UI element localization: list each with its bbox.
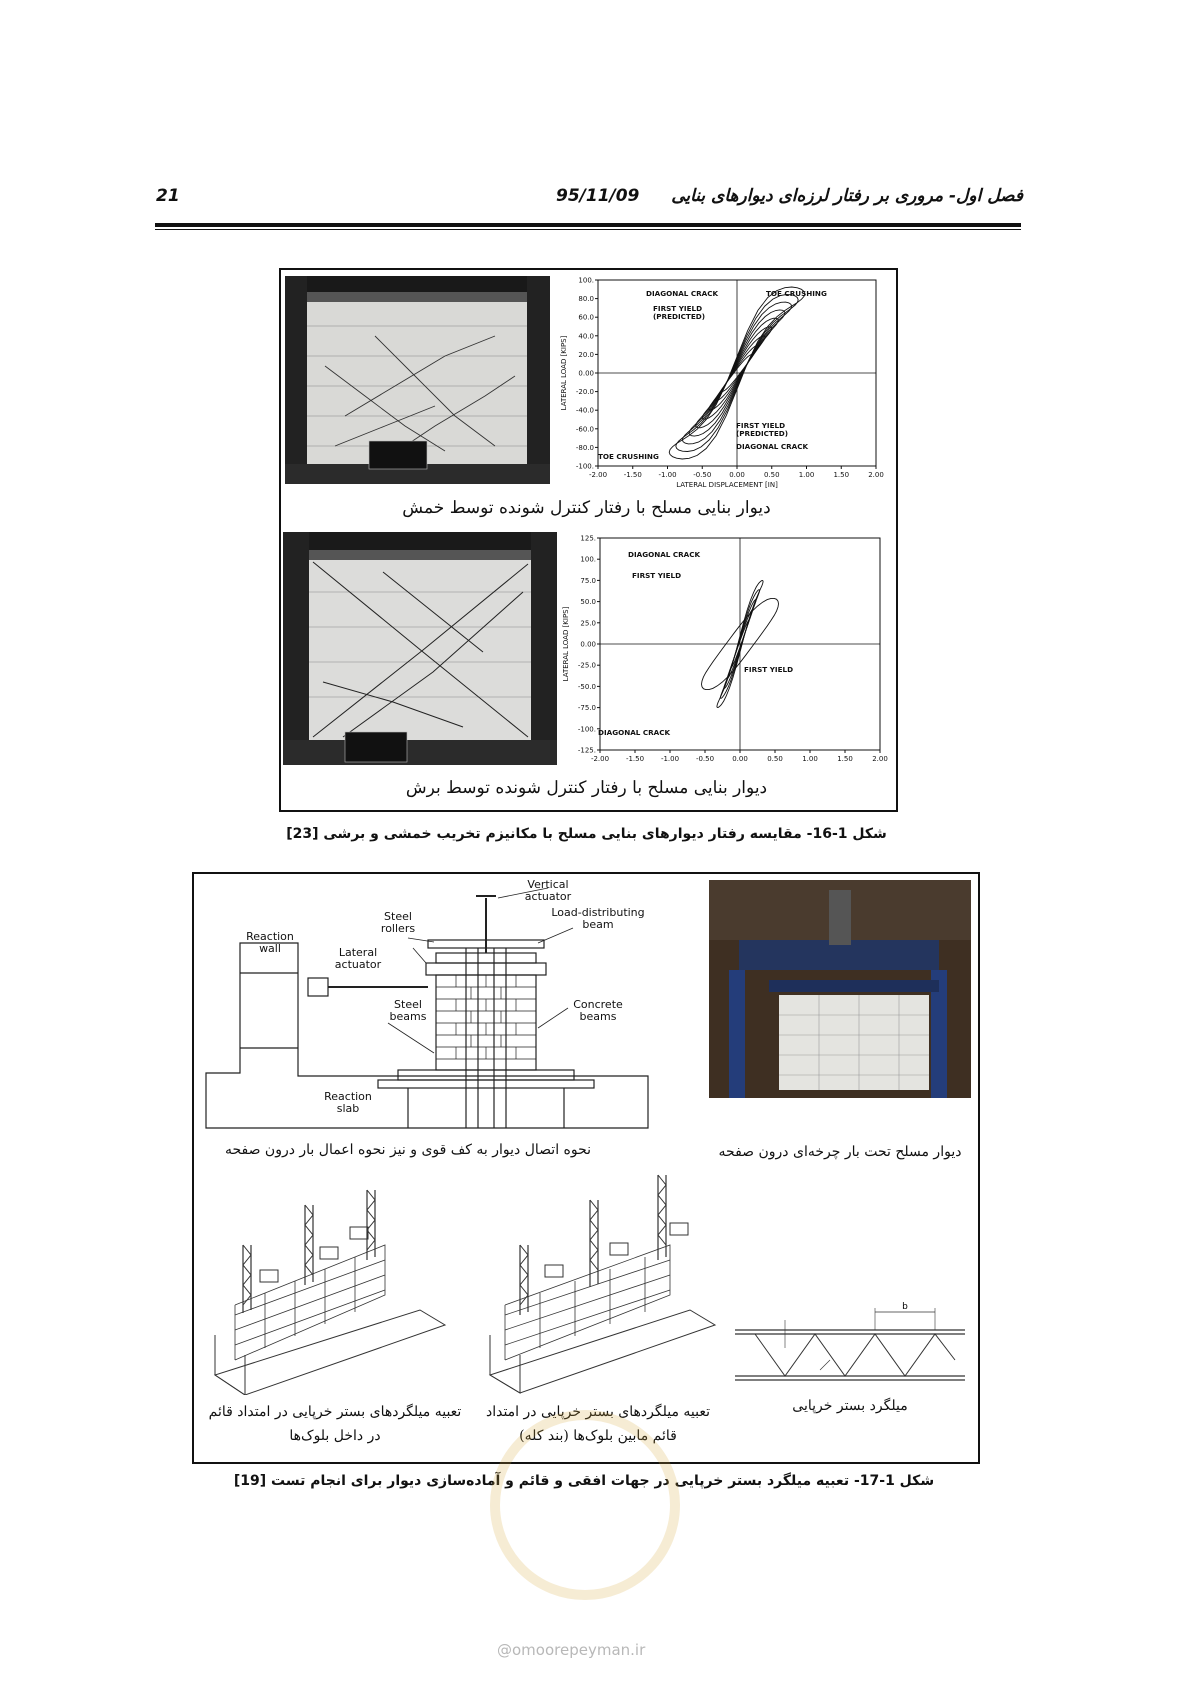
- wall-vertical-truss-between-blocks: [470, 1165, 720, 1395]
- svg-text:wall: [259, 942, 281, 955]
- label-reaction-wall-1: Reaction: [246, 930, 294, 943]
- y-tick-label: 80.0: [578, 295, 594, 304]
- label-load-beam-2: beam: [582, 918, 614, 931]
- y-tick-label: -80.0: [575, 443, 594, 452]
- lab-test-photo: [709, 880, 971, 1098]
- y-tick-label: 40.0: [578, 332, 594, 341]
- y-tick-label: -40.0: [575, 406, 594, 415]
- watermark-seal: [490, 1410, 680, 1600]
- svg-text:beams: [390, 1010, 427, 1023]
- x-tick-label: 1.50: [833, 471, 850, 479]
- x-tick-label: 0.50: [767, 755, 783, 763]
- label-steel-rollers-2: rollers: [380, 922, 416, 935]
- y-tick-label: -20.0: [575, 388, 594, 397]
- x-tick-label: 1.00: [802, 755, 818, 763]
- figure-17-caption: شکل 1-17- تعبیه میلگرد بستر خرپایی در جهات افقی و قائم و آماده‌سازی دیوار برای انجام تست [19]: [233, 1473, 935, 1489]
- annotation-label: (PREDICTED): [653, 312, 705, 321]
- x-tick-label: -1.00: [658, 471, 677, 479]
- x-tick-label: 2.00: [868, 471, 884, 479]
- x-tick-label: -2.00: [588, 471, 608, 479]
- y-tick-label: 25.0: [580, 619, 596, 628]
- annotation-label: TOE CRUSHING: [598, 452, 659, 461]
- y-tick-label: -50.0: [577, 682, 596, 691]
- label-steel-beams-1: Steel: [394, 998, 422, 1011]
- svg-text:rollers: [381, 922, 415, 935]
- y-tick-label: 125.: [580, 534, 596, 543]
- header-rule-thin: [155, 229, 1021, 230]
- svg-text:beams: [580, 1010, 617, 1023]
- label-vertical-actuator-1: Vertical: [527, 878, 569, 891]
- label-reaction-wall-2: wall: [259, 942, 281, 955]
- x-axis-label: LATERAL DISPLACEMENT [IN]: [676, 481, 778, 489]
- label-reaction-slab-1: Reaction: [324, 1090, 372, 1103]
- y-tick-label: -125.: [577, 746, 596, 755]
- x-tick-label: 1.00: [798, 471, 815, 479]
- label-steel-beams-2: beams: [389, 1010, 427, 1023]
- setup-caption: نحوه اتصال دیوار به کف قوی و نیز نحوه اعمال بار درون صفحه: [224, 1142, 592, 1158]
- y-axis-label: LATERAL LOAD [KIPS]: [562, 606, 570, 682]
- annotation-label: TOE CRUSHING: [766, 289, 827, 298]
- x-tick-label: -0.50: [693, 471, 712, 479]
- wall1-caption-line1: تعبیه میلگردهای بستر خرپایی در امتداد قائم: [208, 1404, 462, 1420]
- svg-text:actuator: [525, 890, 572, 903]
- annotation-label: FIRST YIELD: [736, 421, 786, 430]
- x-tick-label: -2.00: [590, 755, 610, 763]
- truss-label-b: b: [902, 1302, 908, 1312]
- label-concrete-beams-2: beams: [579, 1010, 617, 1023]
- photo-caption: دیوار مسلح تحت بار چرخه‌ای درون صفحه: [718, 1144, 962, 1160]
- y-tick-label: -100.: [577, 725, 596, 734]
- figure-16-caption: شکل 1-16- مقایسه رفتار دیوارهای بنایی مسلح با مکانیزم تخریب خمشی و برشی [23]: [286, 826, 887, 842]
- label-lateral-actuator-2: actuator: [334, 958, 382, 971]
- y-tick-label: 50.0: [580, 598, 596, 607]
- x-tick-label: 0.00: [729, 471, 745, 479]
- x-tick-label: 0.00: [732, 755, 748, 763]
- annotation-label: FIRST YIELD: [653, 304, 703, 313]
- y-tick-label: 75.0: [580, 576, 596, 585]
- y-tick-label: 0.00: [578, 369, 594, 378]
- annotation-label: DIAGONAL CRACK: [628, 550, 701, 559]
- y-tick-label: -100.: [575, 462, 594, 471]
- y-tick-label: 60.0: [578, 313, 594, 322]
- x-tick-label: -0.50: [695, 755, 715, 763]
- annotation-label: (PREDICTED): [736, 429, 788, 438]
- svg-text:slab: [337, 1102, 360, 1115]
- label-concrete-beams-1: Concrete: [573, 998, 623, 1011]
- truss-bed-reinforcement-drawing: [730, 1300, 970, 1390]
- annotation-label: FIRST YIELD: [744, 665, 794, 674]
- annotation-label: DIAGONAL CRACK: [736, 442, 809, 451]
- panel1-caption: دیوار بنایی مسلح با رفتار کنترل شونده توسط خمش: [402, 498, 771, 518]
- annotation-label: FIRST YIELD: [632, 571, 682, 580]
- chart-shear-hysteresis: [560, 532, 890, 768]
- header-date: 95/11/09: [556, 186, 640, 206]
- annotation-label: DIAGONAL CRACK: [646, 289, 719, 298]
- page-number: 21: [156, 186, 180, 206]
- y-tick-label: 100.: [580, 555, 596, 564]
- x-tick-label: 1.50: [837, 755, 853, 763]
- label-load-beam-1: Load-distributing: [551, 906, 645, 919]
- svg-text:actuator: [335, 958, 382, 971]
- y-tick-label: -60.0: [575, 425, 594, 434]
- y-tick-label: -25.0: [577, 661, 596, 670]
- panel2-caption: دیوار بنایی مسلح با رفتار کنترل شونده توسط برش: [405, 778, 768, 798]
- label-steel-rollers-1: Steel: [384, 910, 412, 923]
- svg-text:beam: [582, 918, 613, 931]
- test-setup-schematic: [198, 878, 698, 1138]
- y-tick-label: 100.: [578, 276, 594, 285]
- x-tick-label: -1.00: [660, 755, 680, 763]
- chapter-title: فصل اول- مروری بر رفتار لرزه‌ای دیوارهای بنایی: [671, 186, 1023, 206]
- wall2-caption-line1: تعبیه میلگردهای بستر خرپایی در امتداد: [485, 1404, 711, 1420]
- label-reaction-slab-2: slab: [336, 1102, 360, 1115]
- x-tick-label: 2.00: [872, 755, 888, 763]
- wall-vertical-truss-in-blocks: [205, 1185, 450, 1395]
- y-axis-label: LATERAL LOAD [KIPS]: [560, 335, 568, 411]
- wall2-caption-line2: قائم مابین بلوک‌ها (بند کله): [519, 1428, 677, 1444]
- header-rule-thick: [155, 223, 1021, 227]
- annotation-label: DIAGONAL CRACK: [598, 728, 671, 737]
- watermark-url: @omoorepeyman.ir: [497, 1641, 646, 1659]
- x-tick-label: -1.50: [625, 755, 645, 763]
- label-lateral-actuator-1: Lateral: [338, 946, 378, 959]
- y-tick-label: -75.0: [577, 704, 596, 713]
- y-tick-label: 0.00: [580, 640, 596, 649]
- x-tick-label: -1.50: [623, 471, 642, 479]
- y-tick-label: 20.0: [578, 350, 594, 359]
- truss-caption: میلگرد بستر خرپایی: [792, 1398, 908, 1414]
- chart-flexure-hysteresis: [558, 276, 890, 492]
- shear-wall-photo: [283, 532, 557, 765]
- wall1-caption-line2: در داخل بلوک‌ها: [289, 1428, 381, 1444]
- flexure-wall-photo: [285, 276, 550, 484]
- x-tick-label: 0.50: [763, 471, 780, 479]
- label-vertical-actuator-2: actuator: [524, 890, 572, 903]
